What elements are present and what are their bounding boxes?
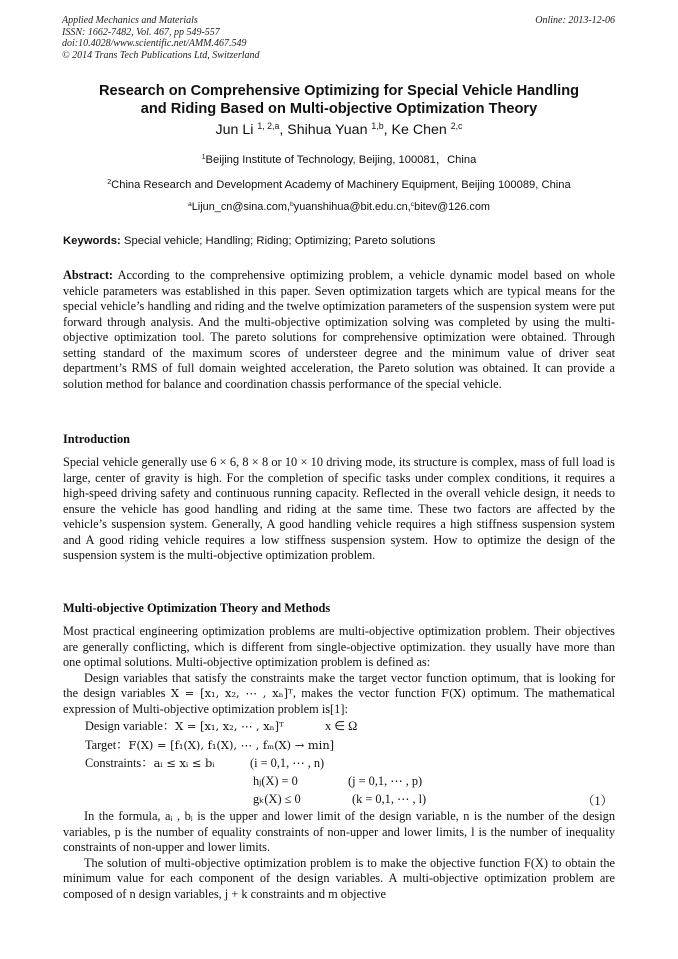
keywords-label: Keywords: [63, 235, 121, 247]
equation-expression: F(X) = [f₁(X), f₁(X), ⋯ , fₘ(X) → min] [128, 738, 335, 752]
affiliation-2 [40, 178, 638, 192]
equation-domain: x ∈ Ω [325, 719, 358, 733]
equation-target [85, 738, 334, 753]
equation-range: (i = 0,1, ⋯ , n) [250, 756, 325, 770]
issn-line: ISSN: 1662-7482, Vol. 467, pp 549-557 [62, 26, 220, 38]
after-equation-paragraphs [63, 809, 615, 902]
abstract-label: Abstract: [63, 268, 114, 282]
journal-name: Applied Mechanics and Materials [62, 15, 198, 26]
author-mark: 2,c [450, 121, 463, 132]
title-line-1: Research on Comprehensive Optimizing for Special Vehicle Handling [98, 83, 580, 99]
equation-expression: gₖ(X) ≤ 0 [253, 792, 301, 806]
equation-range: (k = 0,1, ⋯ , l) [352, 792, 427, 806]
equation-expression: X = [x₁, x₂, ⋯ , xₙ]ᵀ [175, 719, 284, 733]
section-heading-introduction: Introduction [63, 432, 130, 446]
doi-line: doi:10.4028/www.scientific.net/AMM.467.549 [62, 38, 247, 50]
email-mark: c [410, 201, 415, 209]
equation-expression: aᵢ ≤ xᵢ ≤ bᵢ [153, 756, 215, 770]
solution-paragraph: The solution of multi-objective optimization problem is to make the objective function F(X) to obtain the minimum value for each component of the design variables. A multi-objective optimization problem are composed of n design variables, j + k constraints and m objective [63, 855, 615, 901]
email-link[interactable]: yuanshihua@bit.edu.cn, [293, 201, 411, 213]
affiliation-text: China Research and Development Academy of Machinery Equipment, Beijing 100089, China [111, 179, 571, 191]
affiliation-1 [40, 153, 638, 167]
moo-p2-text: , makes the vector function [292, 686, 442, 701]
equation-label: Design variable： [85, 719, 176, 733]
abstract [63, 268, 615, 392]
equation-range: (j = 0,1, ⋯ , p) [348, 774, 423, 788]
equation-expression: hⱼ(X) = 0 [253, 774, 298, 788]
author-name: Ke Chen [391, 122, 447, 138]
inline-math: X = [x₁, x₂, ⋯ , xₙ]ᵀ [170, 686, 293, 701]
moo-paragraphs [63, 624, 615, 717]
moo-p2-text: optimum. The mathematical expression of Multi-objective optimization problem is[1]: [63, 686, 616, 716]
inline-math: F(X) [441, 686, 466, 701]
copyright-line: © 2014 Trans Tech Publications Ltd, Switzerland [62, 49, 260, 61]
equation-number: （1） [582, 794, 613, 808]
moo-p2-text: Design variables that satisfy the constraints make the target vector function optimum, that is looking for the design variables [63, 670, 615, 701]
moo-paragraph-1: Most practical engineering optimization problems are multi-objective optimization problem. Their objectives are generally conflicting, which is different from single-objective optimization. they usually have more than one optimal solutions. Multi-objective optimization problem is defined as: [63, 624, 615, 670]
keywords-text: Special vehicle; Handling; Riding; Optimizing; Pareto solutions [120, 235, 436, 247]
author-mark: 1,b [371, 121, 384, 132]
online-date: Online: 2013-12-06 [535, 15, 615, 26]
equation-label: Target： [85, 738, 129, 752]
introduction-paragraph: Special vehicle generally use 6 × 6, 8 × 8 or 10 × 10 driving mode, its structure is complex, mass of full load is large, center of gravity is high. For the completion of specific tasks under complex conditions, it requires a high-speed driving safety and continuous running capacity. Reflected in the overall vehicle design, it needs to ensure the vehicle has good handling and riding at the same time. These two factors are affected by the vehicle’s suspension system. Generally, A good handling vehicle requires a high stiffness suspension system and A good riding vehicle requires a low stiffness suspension system. How to optimize the design of the suspension system is the multi-objective optimization problem. [63, 455, 615, 563]
moo-paragraph-2 [63, 671, 615, 718]
affiliation-mark: 1 [201, 154, 206, 162]
affiliation-mark: 2 [107, 179, 112, 187]
equation-constraints [85, 756, 215, 771]
equation-label: Constraints： [85, 756, 154, 770]
abstract-text: According to the comprehensive optimizing problem, a vehicle dynamic model based on whole vehicle parameters was established in this paper. Seven optimization targets which are typical means for the special vehicle’s handling and riding and the twelve optimization parameters of the suspension system were put forward through analysis. And the multi-objective optimization solving was completed by using the multi-objective optimization tool. The pareto solutions for comprehensive optimization were obtained. Through setting standard of the maximum scores of understeer degree and the minimum value of driver seat department’s RMS of full domain weighted acceleration, the Pareto solution was obtained. It can provide a solution method for balance and coordination chassis performance of the special vehicle. [63, 268, 615, 391]
journal-info [62, 15, 260, 61]
email-mark: b [289, 201, 294, 209]
email-line [40, 200, 638, 214]
title-line-2: and Riding Based on Multi-objective Optimization Theory [140, 101, 538, 117]
paper-title [40, 82, 638, 118]
author-name: Shihua Yuan [287, 122, 368, 138]
formula-explanation-paragraph: In the formula, aᵢ , bᵢ is the upper and lower limit of the design variable, n is the number of the design variables, p is the number of equality constraints of non-upper and lower limits, l is the number of inequality constraints of non-upper and lower limits. [63, 809, 615, 855]
email-mark: a [187, 201, 192, 209]
keywords [63, 234, 623, 248]
email-link[interactable]: Lijun_cn@sina.com, [191, 201, 290, 213]
author-list: Jun Li $^{1, 2,a}$, Shihua Yuan $^{1,b}$, Ke Chen $^{2,c}$ [215, 121, 463, 138]
author-mark: 1, 2,a [257, 121, 280, 132]
email-link[interactable]: bitev@126.com [414, 201, 490, 213]
section-heading-moo: Multi-objective Optimization Theory and Methods [63, 601, 331, 615]
equation-design-variable [85, 719, 284, 734]
affiliation-text: Beijing Institute of Technology, Beijing, 100081，China [205, 154, 477, 166]
author-name: Jun Li [215, 122, 254, 138]
